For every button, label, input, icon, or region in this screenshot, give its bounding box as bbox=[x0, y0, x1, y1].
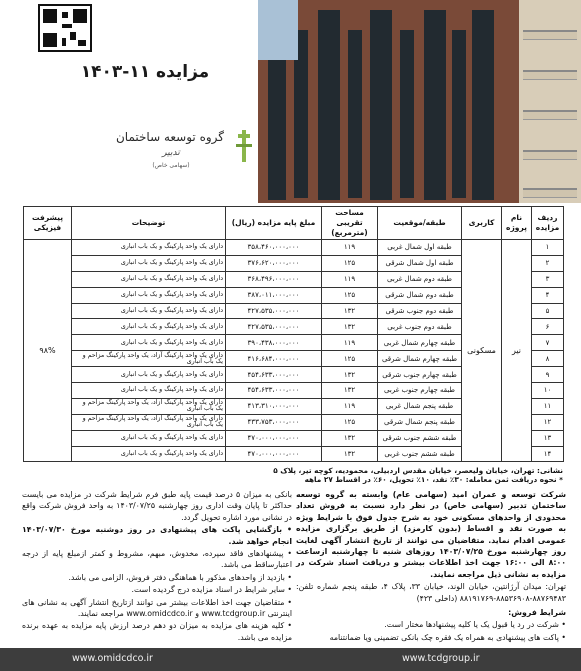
table-row: ۱۴ طبقه ششم جنوب غربی ۱۳۲ ۴۷۰،۰۰۰،۰۰۰،۰۰۰ دارای یک واحد پارکینگ و یک باب انباری bbox=[24, 446, 564, 462]
logo-name: گروه توسعه ساختمان bbox=[115, 130, 225, 144]
condition-item: • شرکت در رد یا قبول یک یا کلیه پیشنهادها مختار است. bbox=[384, 620, 566, 630]
header-area: مساحت تقریبی (مترمربع) bbox=[322, 207, 378, 240]
condition-item: • پیشنهادهای فاقد سپرده، مخدوش، مبهم، مشروط و کمتر ازمبلغ پایه از درجه اعتبارساقط می باشد. bbox=[22, 549, 292, 570]
address-notes bbox=[23, 466, 563, 484]
footer-url-omid[interactable]: www.omidcdco.ir bbox=[72, 653, 153, 664]
table-row: ۷ طبقه چهارم شمال غربی ۱۱۹ ۳۹۰،۴۳۸،۰۰۰،۰۰۰ دارای یک واحد پارکینگ و یک باب انباری bbox=[24, 335, 564, 351]
body-right-column bbox=[296, 489, 566, 644]
table-row: ۱۰ طبقه چهارم جنوب غربی ۱۳۲ ۴۵۴،۶۳۳،۰۰۰،۰۰۰ دارای یک واحد پارکینگ و یک باب انباری bbox=[24, 383, 564, 399]
condition-item: • سایر شرایط در اسناد مزایده درج گردیده است. bbox=[131, 585, 292, 595]
office-address: تهران: میدان آرژانتین، خیابان الوند، خیابان ۳۳، پلاک ۴، طبقه پنجم شماره تلفن: ۸۸۷۶۹۴۸۳-۸۸۵۳۶۹۰۸-۸۸۱۹۱۷۶۹ (داخلی ۴۲۳) bbox=[296, 582, 566, 603]
table-row: ۵ طبقه دوم جنوب شرقی ۱۳۲ ۴۲۷،۵۳۵،۰۰۰،۰۰۰ دارای یک واحد پارکینگ و یک باب انباری bbox=[24, 303, 564, 319]
header-use: کاربری bbox=[462, 207, 502, 240]
header bbox=[0, 0, 581, 205]
header-project: نام پروژه bbox=[502, 207, 532, 240]
table-row: ۱۱ طبقه پنجم شمال غربی ۱۱۹ ۴۱۳،۳۱۰،۰۰۰،۰۰۰ دارای یک واحد پارکینگ آزاد، یک واحد پارکینگ مزاحم و یک باب انباری bbox=[24, 398, 564, 414]
footer-url-tcd[interactable]: www.tcdgroup.ir bbox=[402, 653, 480, 664]
condition-item: • بازدید از واحدهای مذکور با هماهنگی دفتر فروش، الزامی می باشد. bbox=[68, 572, 292, 582]
building-side bbox=[519, 0, 581, 203]
condition-item: بانکی به میزان ۵ درصد قیمت پایه طبق فرم شرایط شرکت در مزایده می بایست حداکثر تا پایان وقت اداری روز چهارشنبه ۱۴۰۳/۰۷/۲۵ به واحد فروش شرکت واقع در نشانی مورد اشاره تحویل گردد. bbox=[22, 490, 293, 522]
building-photo bbox=[258, 0, 581, 203]
table-row: ۱۳ طبقه ششم جنوب شرقی ۱۳۲ ۴۷۰،۰۰۰،۰۰۰،۰۰۰ دارای یک واحد پارکینگ و یک باب انباری bbox=[24, 430, 564, 446]
qr-code-icon bbox=[38, 4, 92, 52]
table-row: ۴ طبقه دوم شمال شرقی ۱۲۵ ۳۸۷،۰۱۱،۰۰۰،۰۰۰ دارای یک واحد پارکینگ و یک باب انباری bbox=[24, 287, 564, 303]
auction-table bbox=[23, 206, 564, 462]
sale-conditions-title: شرایط فروش: bbox=[508, 608, 566, 618]
payment-terms: * نحوه دریافت ثمن معامله: ۳۰٪ نقد، ۱۰٪ تحویل، ۶۰٪ در اقساط ۲۷ ماهه bbox=[304, 475, 563, 484]
condition-item: • بازگشایی پاکت های پیشنهادی در روز دوشنبه مورخ ۱۴۰۳/۰۷/۳۰ انجام خواهد شد. bbox=[22, 525, 292, 546]
header-row-number: ردیف مزایده bbox=[532, 207, 564, 240]
table-header-row bbox=[24, 207, 564, 240]
footer-bar bbox=[0, 648, 581, 671]
table-row: ۱ نیر مسکونی طبقه اول شمال غربی ۱۱۹ ۳۵۸،۴۶۰،۰۰۰،۰۰۰ دارای یک واحد پارکینگ و یک باب انباری ۹۸% bbox=[24, 240, 564, 256]
header-description: توضیحات bbox=[72, 207, 226, 240]
condition-item: • کلیه هزینه های مزایده به میزان دو دهم درصد ارزش پایه مزایده به عهده برنده مزایده می باشد. bbox=[22, 621, 292, 642]
logo-company-type: (سهامی خاص) bbox=[152, 162, 190, 169]
table-row: ۱۲ طبقه پنجم شمال شرقی ۱۲۵ ۴۳۳،۷۵۳،۰۰۰،۰۰۰ دارای یک واحد پارکینگ آزاد، یک واحد پارکینگ مزاحم و یک باب انباری bbox=[24, 414, 564, 430]
logo-mark-icon bbox=[234, 128, 254, 164]
table-row: ۸ طبقه چهارم شمال شرقی ۱۲۵ ۴۱۶،۶۸۴،۰۰۰،۰۰۰ دارای یک واحد پارکینگ آزاد، یک واحد پارکینگ مزاحم و یک باب انباری bbox=[24, 351, 564, 367]
logo-subtitle: تدبیر bbox=[162, 148, 180, 158]
header-floor: طبقه/موقعیت bbox=[378, 207, 462, 240]
intro-paragraph: شرکت توسعه و عمران امید (سهامی عام) وابسته به گروه توسعه ساختمان تدبیر (سهامی خاص) در نظر دارد نسبت به فروش تعداد محدودی از واحدهای مسکونی خود به شرح جدول فوق با شرایط ویژه به صورت نقد و اقساط (بدون کارمزد) از طریق برگزاری مزایده عمومی اقدام نماید. متقاضیان می توانند از تاریخ انتشار آگهی لغایت روز چهارشنبه مورخ ۱۴۰۳/۰۷/۲۵ روزهای شنبه تا چهارشنبه ازساعت ۸:۰۰ الی ۱۶:۰۰ جهت اخذ اطلاعات بیشتر و دریافت اسناد شرکت در مزایده به نشانی ذیل مراجعه نمایند. bbox=[296, 490, 566, 579]
table-row: ۳ طبقه دوم شمال غربی ۱۱۹ ۳۶۸،۴۹۶،۰۰۰،۰۰۰ دارای یک واحد پارکینگ و یک باب انباری bbox=[24, 271, 564, 287]
use-type: مسکونی bbox=[462, 240, 502, 462]
auction-title: مزایده ۱۱-۱۴۰۳ bbox=[80, 62, 210, 82]
table-row: ۶ طبقه دوم جنوب غربی ۱۳۲ ۴۲۷،۵۳۵،۰۰۰،۰۰۰ دارای یک واحد پارکینگ و یک باب انباری bbox=[24, 319, 564, 335]
physical-progress: ۹۸% bbox=[24, 240, 72, 462]
condition-item: • متقاضیان جهت اخذ اطلاعات بیشتر می توانند ازتاریخ انتشار آگهی به نشانی های اینترنتی www.tcdgroup.ir و www.omidcdco.ir مراجعه نمایند. bbox=[22, 597, 292, 619]
condition-item: • پاکت های پیشنهادی به همراه یک فقره چک بانکی تضمینی ویا ضمانتنامه bbox=[329, 632, 566, 642]
project-name: نیر bbox=[502, 240, 532, 462]
sky bbox=[258, 0, 298, 60]
table-row: ۹ طبقه چهارم جنوب شرقی ۱۳۲ ۴۵۴،۶۳۳،۰۰۰،۰۰۰ دارای یک واحد پارکینگ و یک باب انباری bbox=[24, 367, 564, 383]
address-text: نشانی: تهران، خیابان ولیعصر، خیابان مقدس اردبیلی، محمودیه، کوچه تیر، پلاک ۵ bbox=[273, 466, 563, 475]
table-row: ۲ طبقه اول شمال شرقی ۱۲۵ ۳۷۶،۶۲۰،۰۰۰،۰۰۰ دارای یک واحد پارکینگ و یک باب انباری bbox=[24, 255, 564, 271]
header-price: مبلغ پایه مزایده (ریال) bbox=[226, 207, 322, 240]
company-logo bbox=[106, 118, 256, 180]
header-progress: پیشرفت فیزیکی bbox=[24, 207, 72, 240]
body-left-column bbox=[22, 489, 292, 644]
